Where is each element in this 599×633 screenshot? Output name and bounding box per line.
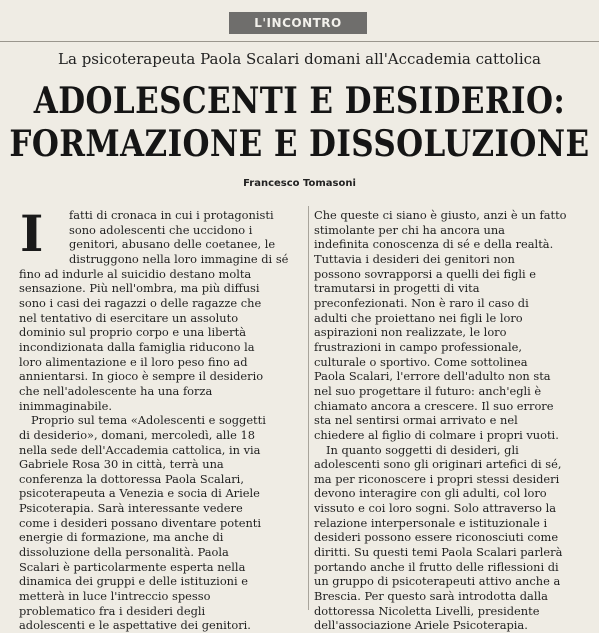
text-line: Paola Scalari, l'errore dell'adulto non sta xyxy=(314,369,551,384)
column-divider xyxy=(308,206,309,610)
text-line: come i desideri possano diventare potenti xyxy=(19,515,262,530)
text-line: sono i casi dei ragazzi o delle ragazze che xyxy=(19,295,262,310)
text-line: chiamato ancora a crescere. Il suo errore xyxy=(314,398,554,413)
text-line: ma per riconoscere i propri stessi desideri xyxy=(314,471,560,486)
text-line: adulti che proiettano nei figli le loro xyxy=(314,310,523,325)
text-line: fatti di cronaca in cui i protagonisti xyxy=(69,208,274,222)
text-line: distruggono nella loro immagine di sé xyxy=(69,251,289,266)
text-line: sono adolescenti che uccidono i xyxy=(69,222,253,237)
article-column-left xyxy=(19,204,304,633)
text-line: metterà in luce l'intreccio spesso xyxy=(19,589,211,604)
text-line: psicoterapeuta a Venezia e socia di Ariele xyxy=(19,486,260,501)
text-line: genitori, abusano delle coetanee, le xyxy=(69,237,276,252)
text-line: preconfezionati. Non è raro il caso di xyxy=(314,295,529,310)
text-line: un gruppo di psicoterapeuti attivo anche a xyxy=(314,574,561,589)
drop-cap: I xyxy=(20,204,44,263)
header-rule xyxy=(0,41,599,42)
text-line: culturale o sportivo. Come sottolinea xyxy=(314,354,528,369)
text-line: vissuto e coi loro sogni. Solo attraverso la xyxy=(314,501,557,516)
headline-line-1: ADOLESCENTI E DESIDERIO: xyxy=(33,80,566,123)
byline: Francesco Tomasoni xyxy=(243,178,356,189)
article-kicker: La psicoterapeuta Paola Scalari domani all'Accademia cattolica xyxy=(58,50,541,68)
text-line: conferenza la dottoressa Paola Scalari, xyxy=(19,471,244,486)
text-line: di desiderio», domani, mercoledì, alle 18 xyxy=(19,427,255,442)
text-line: devono interagire con gli adulti, col loro xyxy=(314,486,547,501)
text-line: tramutarsi in progetti di vita xyxy=(314,281,480,296)
text-line: In quanto soggetti di desideri, gli xyxy=(326,442,519,457)
text-line: possono sovrapporsi a quelli dei figli e xyxy=(314,266,537,281)
text-line: inimmaginabile. xyxy=(19,398,113,413)
text-line: sensazione. Più nell'ombra, ma più diffusi xyxy=(19,281,260,296)
text-line: sta nel sentirsi ormai arrivato e nel xyxy=(314,413,518,428)
text-line: Brescia. Per questo sarà introdotta dalla xyxy=(314,589,548,604)
text-line: Che queste ci siano è giusto, anzi è un fatto xyxy=(314,208,567,222)
text-line: che nell'adolescente ha una forza xyxy=(19,383,213,398)
text-line: dissoluzione della personalità. Paola xyxy=(19,545,229,560)
text-line: dinamica dei gruppi e delle istituzioni e xyxy=(19,574,249,589)
text-line: nel suo progettare il futuro: anch'egli è xyxy=(314,383,542,398)
text-line: nel tentativo di esercitare un assoluto xyxy=(19,310,239,325)
text-line: frustrazioni in campo professionale, xyxy=(314,339,522,354)
text-line: incondizionata dalla famiglia riducono la xyxy=(19,339,255,354)
text-line: dominio sul proprio corpo e una libertà xyxy=(19,325,246,340)
text-line: Scalari è particolarmente esperta nella xyxy=(19,559,246,574)
text-line: Gabriele Rosa 30 in città, terrà una xyxy=(19,457,224,472)
section-tag: L'INCONTRO xyxy=(229,12,367,34)
text-line: adolescenti sono gli originari artefici di sé, xyxy=(314,457,562,472)
text-line: dottoressa Nicoletta Livelli, presidente xyxy=(314,603,540,618)
text-line: nella sede dell'Accademia cattolica, in via xyxy=(19,442,261,457)
text-line: indefinita conoscenza di sé e della realtà. xyxy=(314,237,554,252)
text-line: loro alimentazione e il loro peso fino ad xyxy=(19,354,248,369)
text-line: stimolante per chi ha ancora una xyxy=(314,222,505,237)
headline-line-2: FORMAZIONE E DISSOLUZIONE xyxy=(9,123,590,166)
text-line: Tuttavia i desideri dei genitori non xyxy=(314,251,515,266)
text-line: fino ad indurle al suicidio destano molta xyxy=(19,266,252,281)
text-line: adolescenti e le aspettative dei genitori. xyxy=(19,618,251,633)
text-line: diritti. Su questi temi Paola Scalari parlerà xyxy=(314,545,563,560)
text-line: dell'associazione Ariele Psicoterapia. xyxy=(314,618,528,633)
text-line: Psicoterapia. Sarà interessante vedere xyxy=(19,501,243,516)
text-line: problematico fra i desideri degli xyxy=(19,603,206,618)
text-line: Proprio sul tema «Adolescenti e soggetti xyxy=(31,413,266,428)
text-line: relazione interpersonale e istituzionale i xyxy=(314,515,548,530)
article-column-right xyxy=(314,208,586,633)
text-line: aspirazioni non realizzate, le loro xyxy=(314,325,507,340)
text-line: desideri possono essere riconosciuti come xyxy=(314,530,559,545)
text-line: chiedere al figlio di colmare i propri vuoti. xyxy=(314,427,559,442)
text-line: annientarsi. In gioco è sempre il desiderio xyxy=(19,369,264,384)
text-line: energie di formazione, ma anche di xyxy=(19,530,224,545)
text-line: portando anche il frutto delle riflessioni di xyxy=(314,559,559,574)
